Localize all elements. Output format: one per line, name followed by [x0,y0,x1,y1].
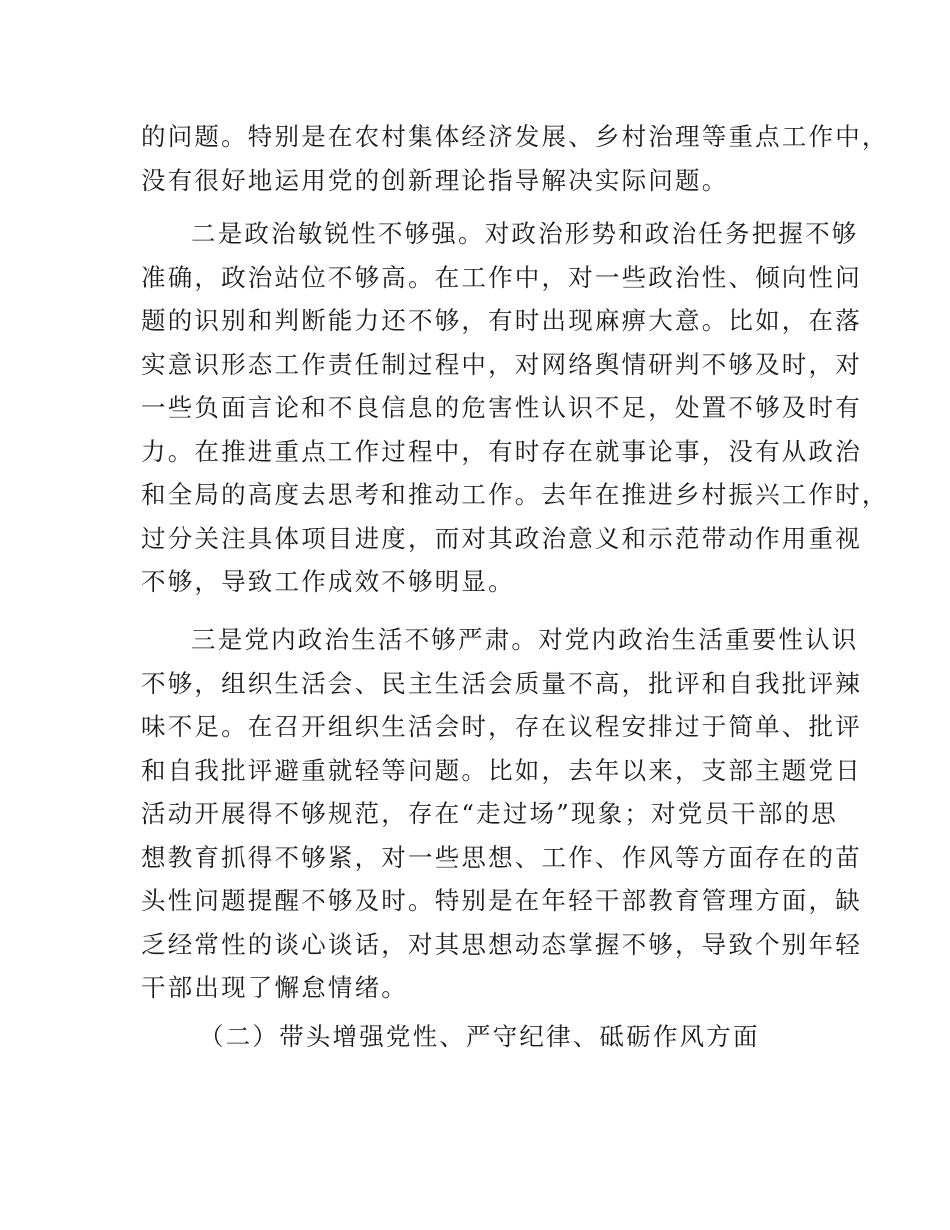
text-line: 题的识别和判断能力还不够，有时出现麻痹大意。比如，在落 [141,306,862,335]
section-heading: （二）带头增强党性、严守纪律、砥砺作风方面 [199,1022,760,1051]
text-line: 味不足。在召开组织生活会时，存在议程安排过于简单、批评 [141,712,862,741]
text-line: 一些负面言论和不良信息的危害性认识不足，处置不够及时有 [141,393,862,422]
paragraph-political-sensitivity [141,212,889,604]
paragraph-party-life [141,618,862,1010]
section-heading-block [141,1015,813,1059]
text-line: 过分关注具体项目进度，而对其政治意义和示范带动作用重视 [141,523,862,553]
text-line: 活动开展得不够规范，存在“走过场”现象；对党员干部的思 [141,799,838,828]
text-line: 乏经常性的谈心谈话，对其思想动态掌握不够，导致个别年轻 [141,929,862,959]
text-line: 实意识形态工作责任制过程中，对网络舆情研判不够及时，对 [141,349,862,379]
text-line: 不够，导致工作成效不够明显。 [141,567,515,596]
text-line: 力。在推进重点工作过程中，有时存在就事论事，没有从政治 [141,436,862,466]
text-line: 干部出现了懈怠情绪。 [141,973,408,1002]
text-line: 准确，政治站位不够高。在工作中，对一些政治性、倾向性问 [141,262,862,292]
text-line: 三是党内政治生活不够严肃。对党内政治生活重要性认识 [191,625,859,654]
text-line: 二是政治敏锐性不够强。对政治形势和政治任务把握不够 [191,219,859,248]
paragraph-continued [141,115,889,202]
text-line: 的问题。特别是在农村集体经济发展、乡村治理等重点工作中， [141,122,889,151]
text-line: 没有很好地运用党的创新理论指导解决实际问题。 [141,165,729,195]
text-line: 和全局的高度去思考和推动工作。去年在推进乡村振兴工作时， [141,480,889,509]
text-line: 和自我批评避重就轻等问题。比如，去年以来，支部主题党日 [141,755,862,785]
text-line: 不够，组织生活会、民主生活会质量不高，批评和自我批评辣 [141,668,862,698]
text-line: 头性问题提醒不够及时。特别是在年轻干部教育管理方面，缺 [141,886,862,915]
text-line: 想教育抓得不够紧，对一些思想、工作、作风等方面存在的苗 [141,842,862,872]
